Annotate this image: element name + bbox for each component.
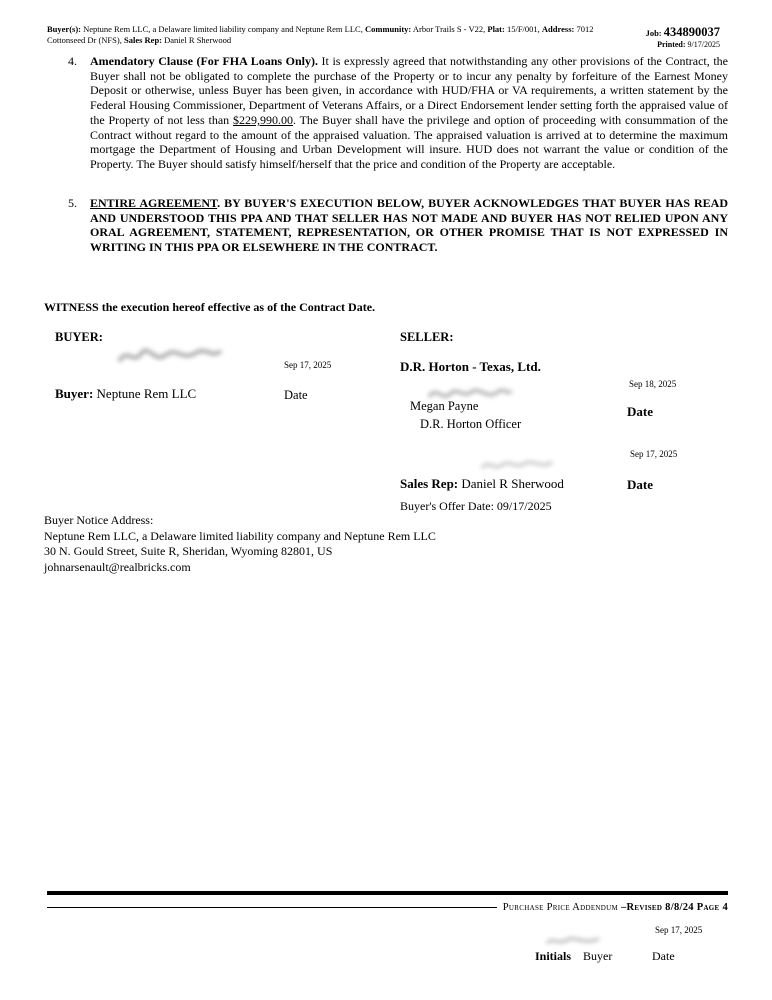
notice-entity-line: Neptune Rem LLC, a Delaware limited liability company and Neptune Rem LLC xyxy=(44,528,436,543)
footer-thick-rule xyxy=(47,891,728,895)
footer-signed-date: Sep 17, 2025 xyxy=(655,925,703,935)
footer-date-label: Date xyxy=(652,949,675,963)
witness-statement: WITNESS the execution hereof effective as of the Contract Date. xyxy=(44,300,376,314)
buyer-name-value: Neptune Rem LLC xyxy=(93,386,197,401)
buyers-offer-date: Buyer's Offer Date: 09/17/2025 xyxy=(400,499,552,513)
document-header-info xyxy=(47,24,615,47)
clause-5-body: . BY BUYER'S EXECUTION BELOW, BUYER ACKNOWLEDGES THAT BUYER HAS READ AND UNDERSTOOD THIS PPA AND THAT SELLER HAS NOT MADE AND BUYER HAS NOT RELIED UPON ANY ORAL AGREEMENT, STATEMENT, REPRESENTATION, OR OTHER PROMISE THAT IS NOT EXPRESSED IN WRITING IN THIS PPA OR ELSEWHERE IN THE CONTRACT. xyxy=(90,196,728,255)
printed-line xyxy=(646,40,720,49)
buyer-name-label: Buyer: xyxy=(55,386,94,401)
officer-name: Megan Payne xyxy=(410,399,479,413)
initials-signature xyxy=(544,933,602,949)
clause-4-number: 4. xyxy=(68,54,77,68)
printed-label: Printed: xyxy=(657,40,686,49)
notice-email: johnarsenault@realbricks.com xyxy=(44,559,191,574)
header-address-label: Address: xyxy=(541,24,575,34)
footer-buyer-label: Buyer xyxy=(583,949,613,963)
clause-5-number: 5. xyxy=(68,196,77,210)
initials-signature-squiggle xyxy=(544,933,602,949)
buyer-name-line xyxy=(55,386,196,402)
buyer-signature-squiggle xyxy=(116,342,224,368)
footer-revision-text: –Revised 8/8/24 Page 4 xyxy=(620,902,728,913)
clause-4-body-after: . The Buyer shall have the privilege and option of proceeding with consummation of the Contract without regard to the amount of the appraised valuation. The appraised valuation is arrived at to determine the maximum mortgage the Department of Housing and Urban Development will insure. HUD does not warrant the value or condition of the Property. The Buyer should satisfy himself/herself that the price and condition of the Property are acceptable. xyxy=(90,112,728,171)
header-buyers-label: Buyer(s): xyxy=(47,24,81,34)
buyer-signature xyxy=(116,342,224,368)
officer-title: D.R. Horton Officer xyxy=(420,417,522,431)
seller-section-heading: SELLER: xyxy=(400,330,454,344)
buyer-section-heading: BUYER: xyxy=(55,330,103,344)
officer-date-label: Date xyxy=(627,404,653,419)
printed-date: 9/17/2025 xyxy=(687,40,720,49)
header-plat-value: 15/F/001, xyxy=(504,24,542,34)
footer-rule xyxy=(47,907,497,908)
salesrep-signed-date: Sep 17, 2025 xyxy=(630,449,678,459)
salesrep-date-label: Date xyxy=(627,477,653,492)
header-community-value: Arbor Trails S - V22, xyxy=(411,24,488,34)
notice-heading: Buyer Notice Address: xyxy=(44,513,154,527)
job-info xyxy=(646,25,720,49)
appraised-value-amount: $229,990.00 xyxy=(232,112,293,127)
buyer-date-label: Date xyxy=(284,388,308,402)
buyer-notice-address xyxy=(44,513,436,575)
clause-5-text xyxy=(90,196,728,255)
clause-4-text xyxy=(90,54,728,172)
clause-5-title: ENTIRE AGREEMENT xyxy=(90,196,218,210)
seller-company-name: D.R. Horton - Texas, Ltd. xyxy=(400,359,541,374)
footer-title-row xyxy=(47,902,728,913)
job-line xyxy=(646,25,720,40)
clause-5-entire-agreement xyxy=(68,196,728,255)
officer-signed-date: Sep 18, 2025 xyxy=(629,379,677,389)
header-community-label: Community: xyxy=(364,24,412,34)
clause-4-body-before: It is expressly agreed that notwithstanding any other provisions of the Contract, the Buyer shall not be obligated to complete the purchase of the Property or to incur any penalty by forfeiture of the Earnest Money Deposit or otherwise, unless Buyer has been given, in accordance with HUD/FHA or VA requirements, a written statement by the Federal Housing Commissioner, Department of Veterans Affairs, or a Direct Endorsement lender setting forth the appraised value of the Property of not less than xyxy=(90,54,728,127)
salesrep-signature-squiggle xyxy=(474,456,560,474)
header-salesrep-value: Daniel R Sherwood xyxy=(162,35,232,46)
salesrep-label: Sales Rep: xyxy=(400,476,459,491)
header-salesrep-label: Sales Rep: xyxy=(123,35,162,46)
header-address-value: 7012 Cottonseed Dr (NFS), xyxy=(47,24,594,46)
clause-4-amendatory xyxy=(68,54,728,172)
footer-doc-title xyxy=(497,902,728,913)
job-number: 434890037 xyxy=(663,25,720,39)
salesrep-signature xyxy=(474,456,560,474)
clause-4-title: Amendatory Clause (For FHA Loans Only). xyxy=(90,54,318,68)
job-label: Job: xyxy=(645,28,662,38)
salesrep-name: Daniel R Sherwood xyxy=(458,476,564,491)
notice-street-line: 30 N. Gould Street, Suite R, Sheridan, Wyoming 82801, US xyxy=(44,544,333,558)
header-buyers-value: Neptune Rem LLC, a Delaware limited liability company and Neptune Rem LLC, xyxy=(81,24,365,34)
footer-initials-label: Initials xyxy=(535,949,572,963)
buyer-signed-date: Sep 17, 2025 xyxy=(284,360,332,370)
header-plat-label: Plat: xyxy=(487,24,505,34)
salesrep-line xyxy=(400,476,564,492)
footer-title-text: Purchase Price Addendum xyxy=(502,902,621,913)
